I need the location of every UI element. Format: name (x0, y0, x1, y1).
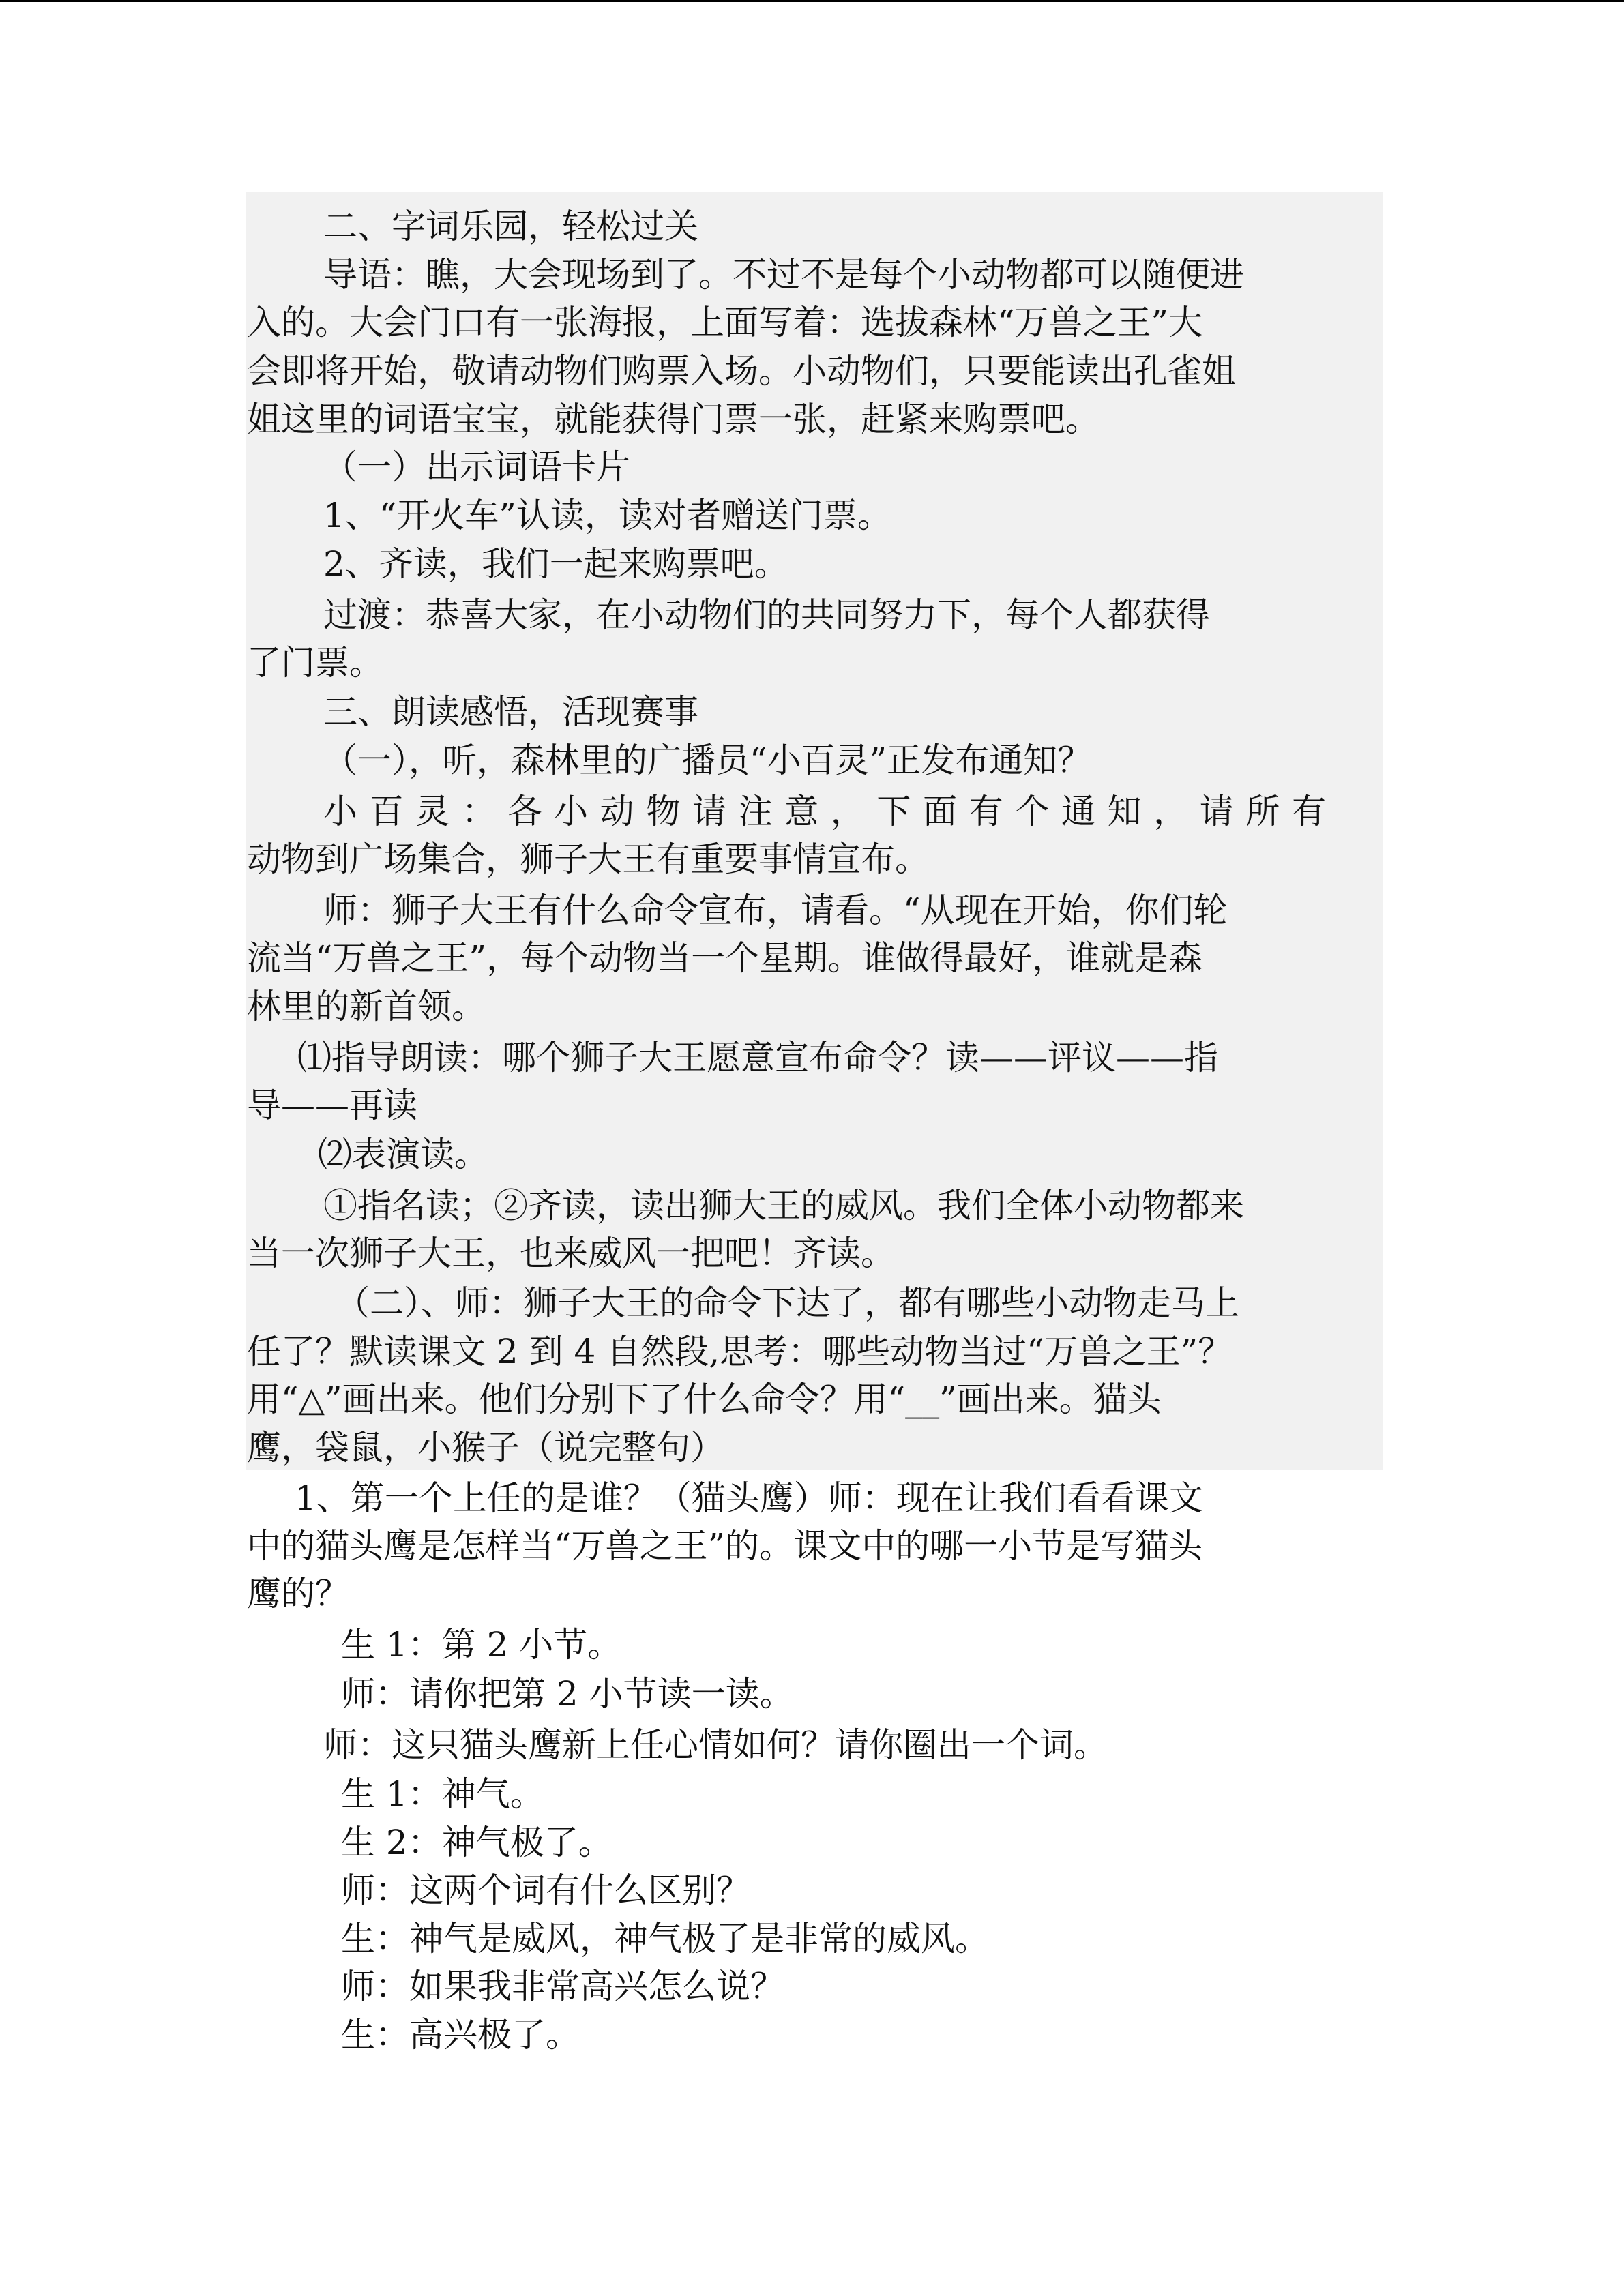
text-line: 师：请你把第 2 小节读一读。 (341, 1674, 794, 1714)
text-line: 中的猫头鹰是怎样当“万兽之王”的。课文中的哪一小节是写猫头 (247, 1526, 1203, 1566)
text-line: 入的。大会门口有一张海报，上面写着：选拔森林“万兽之王”大 (247, 303, 1203, 342)
text-line: 动物到广场集合，狮子大王有重要事情宣布。 (247, 839, 929, 879)
text-line: 流当“万兽之王”，每个动物当一个星期。谁做得最好，谁就是森 (247, 938, 1203, 978)
text-line: 师：如果我非常高兴怎么说？ (341, 1967, 784, 2006)
text-line: 鹰，袋鼠，小猴子（说完整句） (247, 1428, 724, 1467)
text-line: 过渡：恭喜大家，在小动物们的共同努力下，每个人都获得 (323, 595, 1210, 635)
text-line: 师：这只猫头鹰新上任心情如何？请你圈出一个词。 (323, 1725, 1108, 1765)
text-line: 鹰的？ (247, 1574, 349, 1613)
text-line: 师：狮子大王有什么命令宣布，请看。“从现在开始，你们轮 (323, 891, 1228, 930)
text-line: 师：这两个词有什么区别？ (341, 1870, 750, 1910)
text-line: 2、齐读，我们一起来购票吧。 (323, 544, 788, 584)
text-line: 导——再读 (247, 1086, 417, 1125)
text-line: 姐这里的词语宝宝，就能获得门票一张，赶紧来购票吧。 (247, 400, 1099, 439)
text-line: 生：高兴极了。 (341, 2015, 580, 2055)
text-line: 生 1：第 2 小节。 (341, 1625, 622, 1665)
text-line: 生 1：神气。 (341, 1774, 544, 1814)
text-line: 二、字词乐园，轻松过关 (323, 207, 698, 246)
text-line: ⑴指导朗读：哪个狮子大王愿意宣布命令？读——评议——指 (297, 1038, 1218, 1077)
text-line: ①指名读；②齐读，读出狮大王的威风。我们全体小动物都来 (323, 1186, 1244, 1225)
text-line: 生：神气是威风，神气极了是非常的威风。 (341, 1919, 989, 1958)
text-line: 1、第一个上任的是谁？（猫头鹰）师：现在让我们看看课文 (295, 1478, 1203, 1518)
text-line: 生 2：神气极了。 (341, 1823, 612, 1862)
text-line: 林里的新首领。 (247, 987, 486, 1026)
text-line: （二）、师：狮子大王的命令下达了，都有哪些小动物走马上 (336, 1283, 1239, 1323)
text-line: （一），听，森林里的广播员“小百灵”正发布通知？ (323, 741, 1092, 780)
text-line: 小百灵：各小动物请注意，下面有个通知，请所有 (323, 792, 1326, 831)
text-line: 导语：瞧，大会现场到了。不过不是每个小动物都可以随便进 (323, 255, 1244, 295)
text-line: 当一次狮子大王，也来威风一把吧！齐读。 (247, 1234, 895, 1273)
text-line: 三、朗读感悟，活现赛事 (323, 692, 698, 732)
text-line: ⑵表演读。 (318, 1135, 488, 1174)
text-line: 了门票。 (247, 643, 383, 683)
page-top-border (0, 0, 1624, 2)
text-line: 任了？默读课文 2 到 4 自然段,思考：哪些动物当过“万兽之王”？ (247, 1332, 1232, 1371)
text-line: （一）出示词语卡片 (323, 447, 630, 487)
text-line: 会即将开始，敬请动物们购票入场。小动物们，只要能读出孔雀姐 (247, 351, 1236, 391)
text-line: 1、“开火车”认读，读对者赠送门票。 (323, 496, 891, 535)
text-line: 用“△”画出来。他们分别下了什么命令？用“__”画出来。猫头 (247, 1380, 1162, 1419)
